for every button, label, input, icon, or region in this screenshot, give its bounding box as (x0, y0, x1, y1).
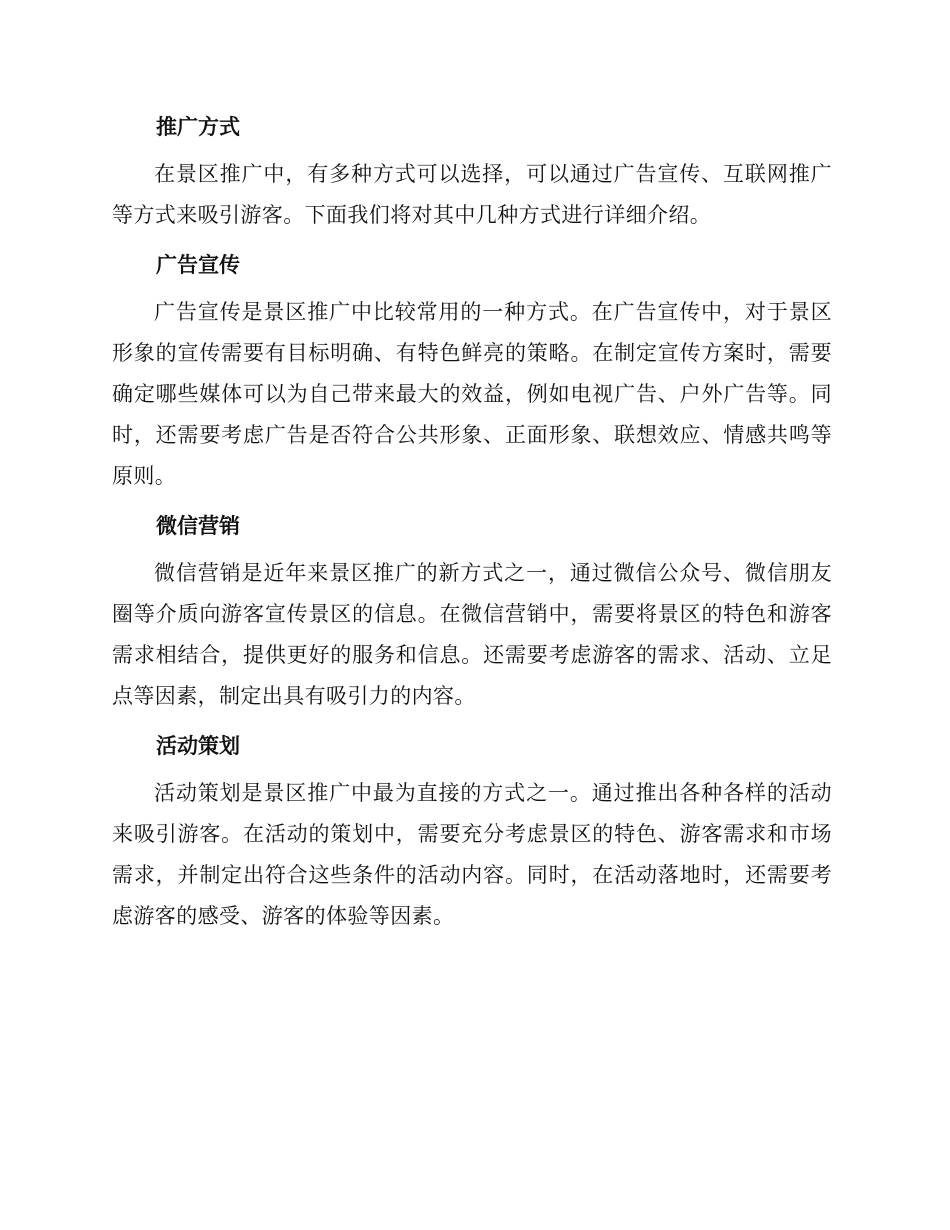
section-promotion-methods (112, 108, 832, 236)
section-heading: 广告宣传 (156, 253, 240, 277)
document-content (112, 108, 832, 947)
section-paragraph: 微信营销是近年来景区推广的新方式之一，通过微信公众号、微信朋友圈等介质向游客宣传景区的信息。在微信营销中，需要将景区的特色和游客需求相结合，提供更好的服务和信息。还需要考虑游客的需求、活动、立足点等因素，制定出具有吸引力的内容。 (112, 561, 832, 708)
section-event-planning (112, 727, 832, 937)
section-paragraph: 广告宣传是景区推广中比较常用的一种方式。在广告宣传中，对于景区形象的宣传需要有目标明确、有特色鲜亮的策略。在制定宣传方案时，需要确定哪些媒体可以为自己带来最大的效益，例如电视广告、户外广告等。同时，还需要考虑广告是否符合公共形象、正面形象、联想效应、情感共鸣等原则。 (112, 300, 832, 488)
section-paragraph: 在景区推广中，有多种方式可以选择，可以通过广告宣传、互联网推广等方式来吸引游客。下面我们将对其中几种方式进行详细介绍。 (112, 162, 832, 227)
section-advertising (112, 246, 832, 497)
section-paragraph: 活动策划是景区推广中最为直接的方式之一。通过推出各种各样的活动来吸引游客。在活动的策划中，需要充分考虑景区的特色、游客需求和市场需求，并制定出符合这些条件的活动内容。同时，在活动落地时，还需要考虑游客的感受、游客的体验等因素。 (112, 781, 832, 928)
section-heading: 微信营销 (156, 514, 240, 538)
section-heading: 推广方式 (156, 115, 240, 139)
section-wechat-marketing (112, 507, 832, 717)
section-heading: 活动策划 (156, 734, 240, 758)
